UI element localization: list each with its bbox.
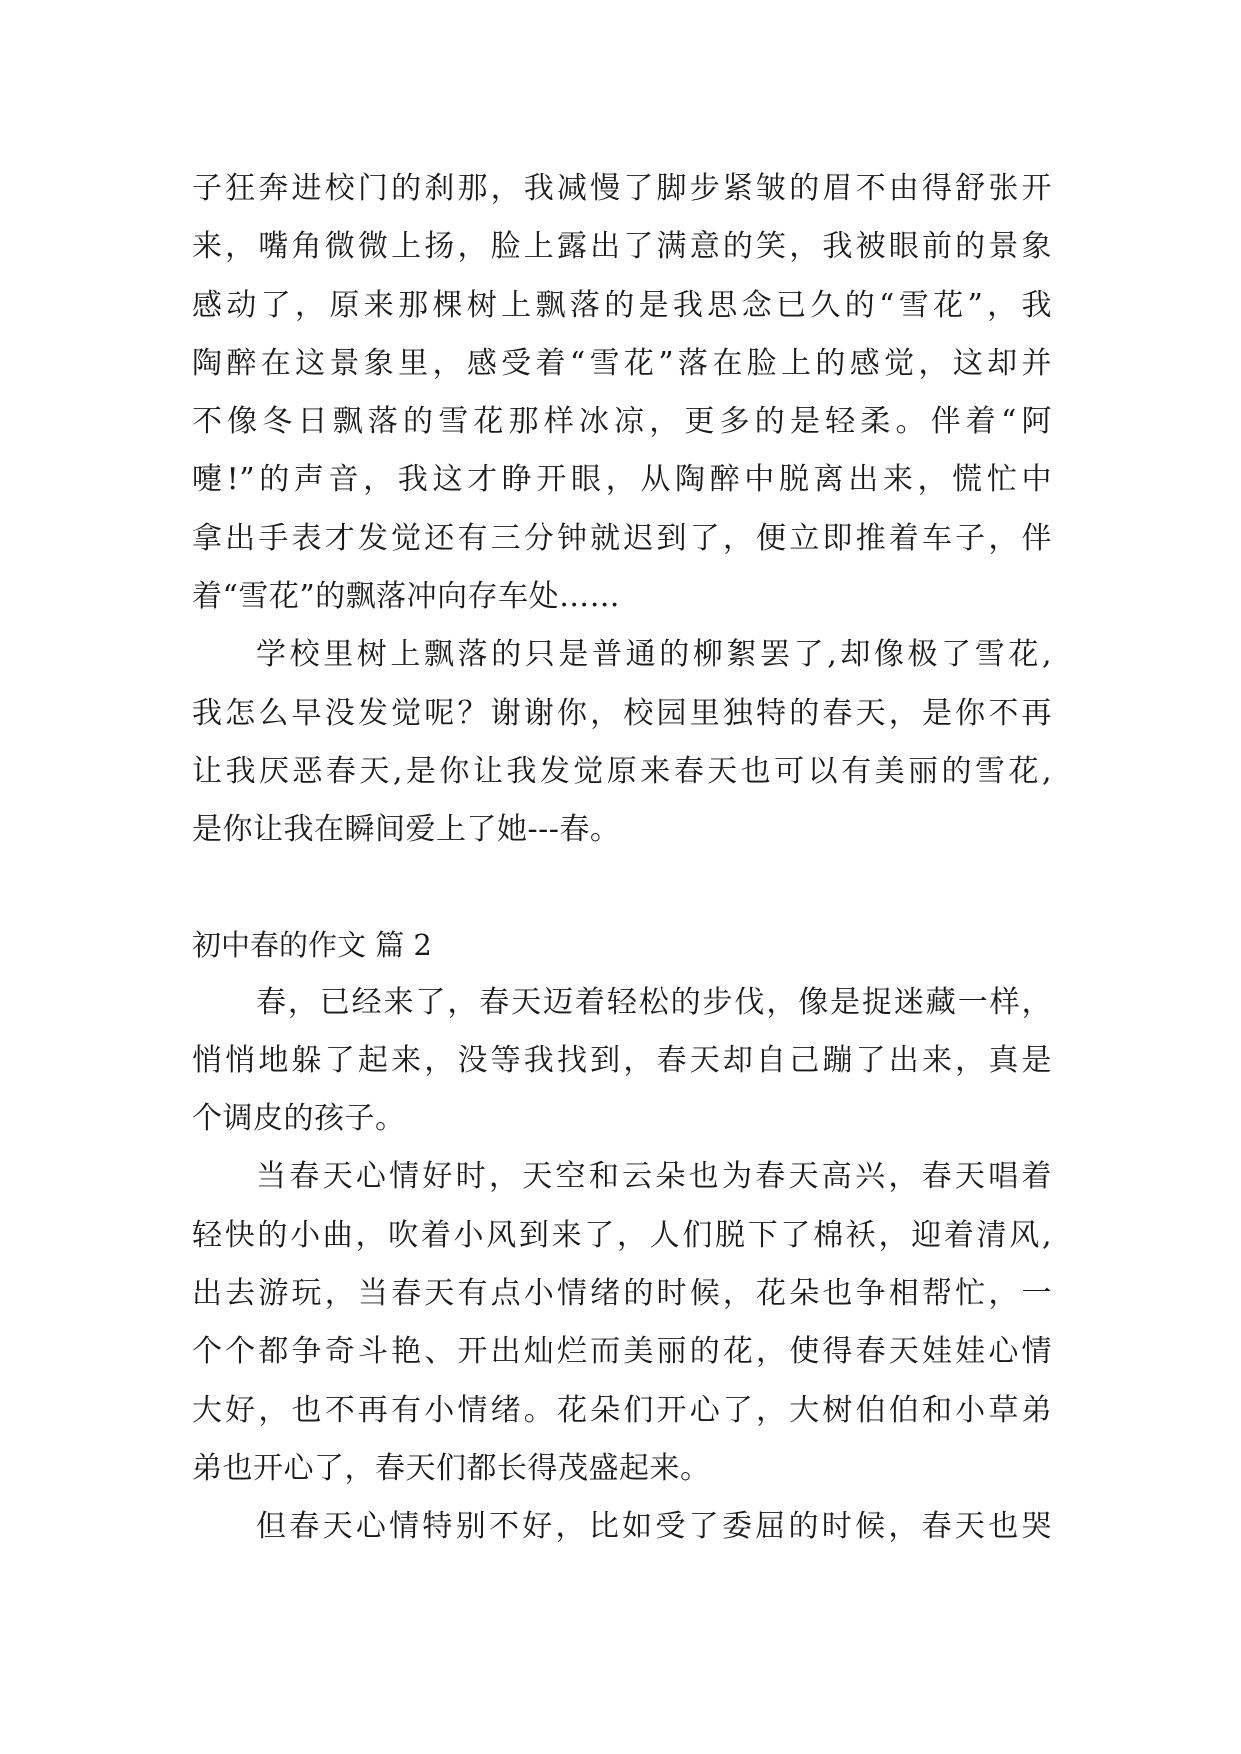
text-line: 个个都争奇斗艳、开出灿烂而美丽的花，使得春天娃娃心情 xyxy=(192,1334,1052,1370)
text-line: 当春天心情好时，天空和云朵也为春天高兴，春天唱着 xyxy=(256,1159,1052,1195)
text-line: 出去游玩，当春天有点小情绪的时候，花朵也争相帮忙，一 xyxy=(192,1276,1052,1312)
text-line: 不像冬日飘落的雪花那样冰凉，更多的是轻柔。伴着“阿 xyxy=(192,404,1052,440)
text-line: 拿出手表才发觉还有三分钟就迟到了，便立即推着车子，伴 xyxy=(192,520,1052,556)
paragraph-2 xyxy=(192,626,1052,859)
text-line: 着“雪花”的飘落冲向存车处…… xyxy=(192,579,621,615)
text-line: 我怎么早没发觉呢？谢谢你，校园里独特的春天，是你不再 xyxy=(192,695,1052,731)
paragraph-1 xyxy=(192,160,1052,626)
text-line: 春，已经来了，春天迈着轻松的步伐，像是捉迷藏一样， xyxy=(256,984,1052,1020)
text-line: 感动了，原来那棵树上飘落的是我思念已久的“雪花”，我 xyxy=(192,287,1052,323)
text-line: 嚏!”的声音，我这才睁开眼，从陶醉中脱离出来，慌忙中 xyxy=(192,462,1052,498)
text-line: 来，嘴角微微上扬，脸上露出了满意的笑，我被眼前的景象 xyxy=(192,229,1052,265)
document-page xyxy=(192,160,1052,1557)
section-heading: 初中春的作文 篇 2 xyxy=(192,927,432,962)
text-line: 弟也开心了，春天们都长得茂盛起来。 xyxy=(192,1450,711,1486)
text-line: 轻快的小曲，吹着小风到来了，人们脱下了棉袄，迎着清风, xyxy=(192,1217,1052,1253)
text-line: 陶醉在这景象里，感受着“雪花”落在脸上的感觉，这却并 xyxy=(192,345,1052,381)
text-line: 让我厌恶春天,是你让我发觉原来春天也可以有美丽的雪花, xyxy=(192,753,1052,789)
text-line: 悄悄地躲了起来，没等我找到，春天却自己蹦了出来，真是 xyxy=(192,1042,1052,1078)
text-line: 学校里树上飘落的只是普通的柳絮罢了,却像极了雪花, xyxy=(256,637,1052,673)
paragraph-5 xyxy=(192,1498,1052,1556)
text-line: 个调皮的孩子。 xyxy=(192,1101,406,1137)
text-line: 但春天心情特别不好，比如受了委屈的时候，春天也哭 xyxy=(256,1509,1052,1545)
text-line: 大好，也不再有小情绪。花朵们开心了，大树伯伯和小草弟 xyxy=(192,1392,1052,1428)
paragraph-4 xyxy=(192,1148,1052,1498)
paragraph-3 xyxy=(192,974,1052,1149)
text-line: 是你让我在瞬间爱上了她---春。 xyxy=(192,812,621,848)
text-line: 子狂奔进校门的刹那，我减慢了脚步紧皱的眉不由得舒张开 xyxy=(192,171,1052,206)
